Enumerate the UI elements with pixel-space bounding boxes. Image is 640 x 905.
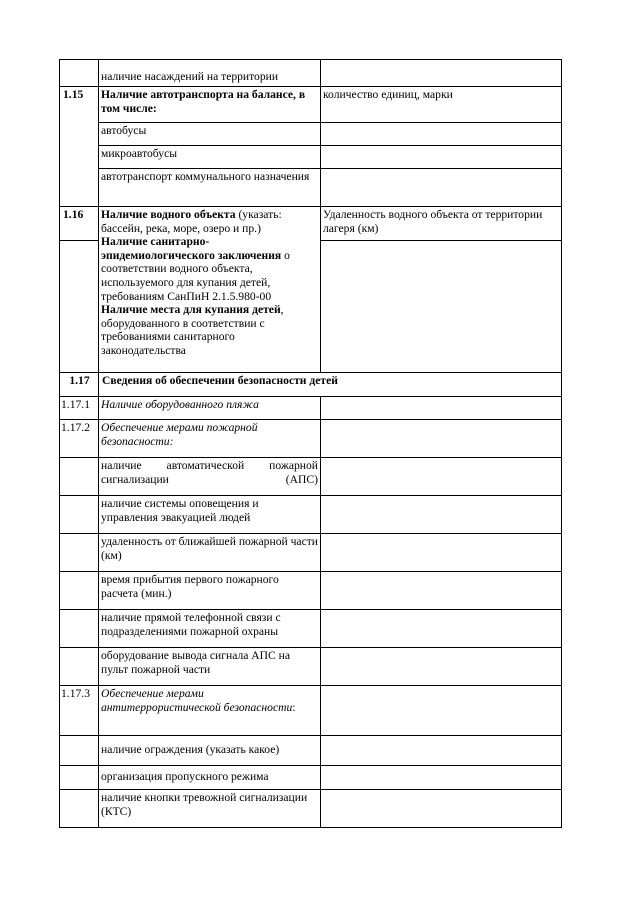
table-row: [60, 648, 562, 686]
item-label: микроавтобусы: [99, 146, 321, 169]
row-title: Наличие оборудованного пляжа: [99, 397, 321, 420]
item-label: автотранспорт коммунального назначения: [99, 169, 321, 207]
value-cell[interactable]: [321, 736, 562, 766]
table-row: [60, 373, 562, 397]
value-cell[interactable]: [321, 169, 562, 207]
row-title-tail: :: [292, 700, 296, 714]
value-cell[interactable]: [321, 458, 562, 496]
row-title-cell: [99, 686, 321, 736]
value-cell: Удаленность водного объекта от территории лагеря (км): [321, 207, 562, 241]
sanitary-conclusion-bold: Наличие санитарно-эпидемиологического заключения: [101, 235, 282, 262]
table-row: [60, 736, 562, 766]
table-row: [60, 397, 562, 420]
sanitary-conclusion-rest: о соответствии водного объекта, используемого для купания детей, требованиям СанПиН 2.1.5.980-00: [101, 248, 290, 303]
value-cell[interactable]: [321, 123, 562, 146]
row-title: Наличие автотранспорта на балансе, в том числе:: [99, 87, 321, 123]
table-row: [60, 169, 562, 207]
number-cell: [60, 766, 99, 790]
row-title: Обеспечение мерами пожарной безопасности:: [99, 420, 321, 458]
value-cell[interactable]: [321, 397, 562, 420]
item-label: время прибытия первого пожарного расчета (мин.): [99, 572, 321, 610]
value-cell[interactable]: [321, 496, 562, 534]
number-cell: [60, 458, 99, 496]
table-row: [60, 207, 562, 241]
swim-place-rest: , оборудованного в соответствии с требованиями санитарного законодательства: [101, 303, 284, 357]
water-object-cell: [99, 207, 321, 373]
section-title: Сведения об обеспечении безопасности детей: [99, 373, 562, 397]
row-number: 1.17: [60, 373, 99, 397]
row-number: 1.17.2: [60, 420, 99, 458]
row-number: 1.15: [60, 87, 99, 207]
item-label: удаленность от ближайшей пожарной части (км): [99, 534, 321, 572]
value-cell[interactable]: [321, 420, 562, 458]
table-row: [60, 534, 562, 572]
number-cell: [60, 610, 99, 648]
row-number: 1.17.3: [60, 686, 99, 736]
value-cell[interactable]: [321, 610, 562, 648]
item-label: организация пропускного режима: [99, 766, 321, 790]
water-title-rest: (указать: бассейн, река, море, озеро и пр.): [101, 208, 282, 235]
number-cell: [60, 648, 99, 686]
number-cell: [60, 241, 99, 373]
item-label: автобусы: [99, 123, 321, 146]
row-title: Обеспечение мерами антитеррористической безопасности: [101, 687, 293, 714]
safety-form-table: [59, 59, 562, 828]
table-row: [60, 496, 562, 534]
number-cell: [60, 790, 99, 828]
table-row: [60, 686, 562, 736]
number-cell: [60, 572, 99, 610]
table-row: [60, 766, 562, 790]
value-cell: количество единиц, марки: [321, 87, 562, 123]
item-cell: [99, 60, 321, 87]
value-cell[interactable]: [321, 241, 562, 373]
row-number: 1.16: [60, 207, 99, 241]
number-cell: [60, 736, 99, 766]
item-label: наличие ограждения (указать какое): [99, 736, 321, 766]
value-cell[interactable]: [321, 648, 562, 686]
item-label: наличие кнопки тревожной сигнализации (КТС): [99, 790, 321, 828]
value-cell[interactable]: [321, 60, 562, 87]
table-row: [60, 458, 562, 496]
value-cell[interactable]: [321, 686, 562, 736]
item-label: наличие прямой телефонной связи с подразделениями пожарной охраны: [99, 610, 321, 648]
table-row: [60, 790, 562, 828]
table-row: [60, 146, 562, 169]
number-cell: [60, 496, 99, 534]
value-cell[interactable]: [321, 790, 562, 828]
item-label: наличие автоматической пожарной сигнализации (АПС): [99, 458, 321, 496]
water-title-bold: Наличие водного объекта: [101, 208, 236, 221]
table-row: [60, 87, 562, 123]
table-row: [60, 572, 562, 610]
row-number: 1.17.1: [60, 397, 99, 420]
number-cell: [60, 534, 99, 572]
value-cell[interactable]: [321, 572, 562, 610]
table-row: [60, 60, 562, 87]
value-cell[interactable]: [321, 766, 562, 790]
number-cell: [60, 60, 99, 87]
swim-place-bold: Наличие места для купания детей: [101, 303, 281, 317]
table-row: [60, 123, 562, 146]
table-row: [60, 420, 562, 458]
item-label: наличие системы оповещения и управления эвакуацией людей: [99, 496, 321, 534]
item-label: оборудование вывода сигнала АПС на пульт пожарной части: [99, 648, 321, 686]
value-cell[interactable]: [321, 534, 562, 572]
table-row: [60, 610, 562, 648]
value-cell[interactable]: [321, 146, 562, 169]
item-label: наличие насаждений на территории: [101, 70, 279, 84]
